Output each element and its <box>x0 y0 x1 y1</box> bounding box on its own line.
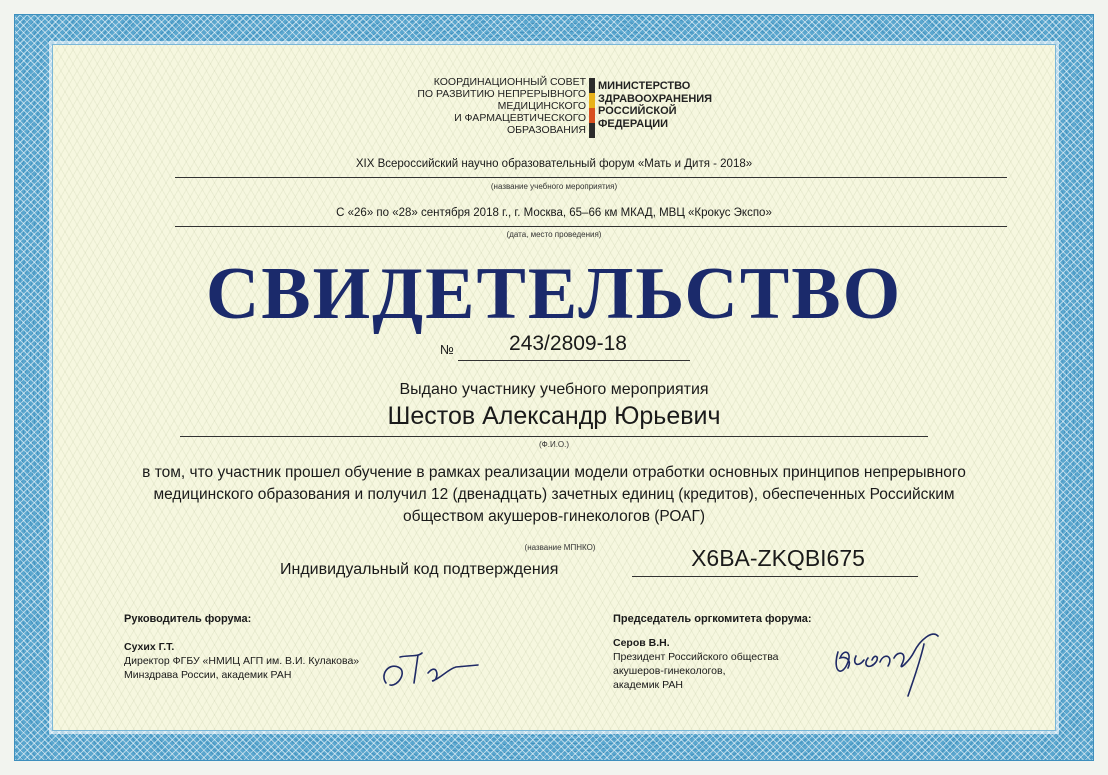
ministry-line: РОССИЙСКОЙ <box>598 105 677 117</box>
certificate-number: 243/2809-18 <box>509 332 627 355</box>
participant-name: Шестов Александр Юрьевич <box>387 402 721 430</box>
event-name: XIX Всероссийский научно образовательный форум «Мать и Дитя - 2018» <box>355 158 753 170</box>
committee-chair-title: Председатель оргкомитета форума: <box>613 613 812 625</box>
confirmation-code-label: Индивидуальный код подтверждения <box>280 561 559 578</box>
nmo-caption: (название МПНКО) <box>524 543 596 552</box>
participant-underline <box>180 436 928 437</box>
committee-chair-signature <box>828 622 948 702</box>
forum-head-signature <box>378 645 488 695</box>
event-dates-underline <box>175 226 1007 227</box>
code-underline <box>632 576 918 577</box>
council-line: КООРДИНАЦИОННЫЙ СОВЕТ <box>433 76 586 88</box>
certificate-body-text: в том, что участник прошел обучение в рамках реализации модели отработки основных принципов непрерывного медицинского образования и получил 12 (двенадцать) зачетных единиц (кредитов), обеспеченных Российским обществом акушеров-гинекологов (РОАГ) <box>142 464 966 525</box>
committee-chair-position: академик РАН <box>613 679 683 691</box>
confirmation-code: X6BA-ZKQBI675 <box>691 545 865 571</box>
council-line: И ФАРМАЦЕВТИЧЕСКОГО <box>454 112 586 124</box>
participant-caption: (Ф.И.О.) <box>538 440 570 449</box>
committee-chair-position: акушеров-гинекологов, <box>613 665 726 677</box>
event-dates-caption: (дата, место проведения) <box>506 230 602 239</box>
ministry-line: ЗДРАВООХРАНЕНИЯ <box>598 92 713 105</box>
ministry-line: МИНИСТЕРСТВО <box>598 80 691 92</box>
committee-chair-position: Президент Российского общества <box>613 651 779 663</box>
forum-head-title: Руководитель форума: <box>124 613 252 625</box>
event-name-caption: (название учебного мероприятия) <box>490 182 618 191</box>
number-sign: № <box>440 342 454 357</box>
event-name-underline <box>175 177 1007 178</box>
event-dates-place: С «26» по «28» сентября 2018 г., г. Москва, 65–66 км МКАД, МВЦ «Крокус Экспо» <box>336 207 772 219</box>
number-underline <box>458 360 690 361</box>
committee-chair-name: Серов В.Н. <box>613 637 670 649</box>
council-line: ОБРАЗОВАНИЯ <box>506 124 586 136</box>
council-line: ПО РАЗВИТИЮ НЕПРЕРЫВНОГО <box>417 88 586 100</box>
council-name <box>330 76 586 136</box>
ministry-name <box>598 80 748 130</box>
forum-head-position: Минздрава России, академик РАН <box>124 669 292 681</box>
ministry-line: ФЕДЕРАЦИИ <box>598 117 669 130</box>
council-line: МЕДИЦИНСКОГО <box>497 100 586 112</box>
forum-head-name: Сухих Г.Т. <box>124 641 175 653</box>
ministry-logo-bar <box>589 78 595 138</box>
issued-to-label: Выдано участнику учебного мероприятия <box>399 381 709 398</box>
forum-head-position: Директор ФГБУ «НМИЦ АГП им. В.И. Кулакова» <box>124 655 360 667</box>
certificate-title: СВИДЕТЕЛЬСТВО <box>205 253 903 335</box>
